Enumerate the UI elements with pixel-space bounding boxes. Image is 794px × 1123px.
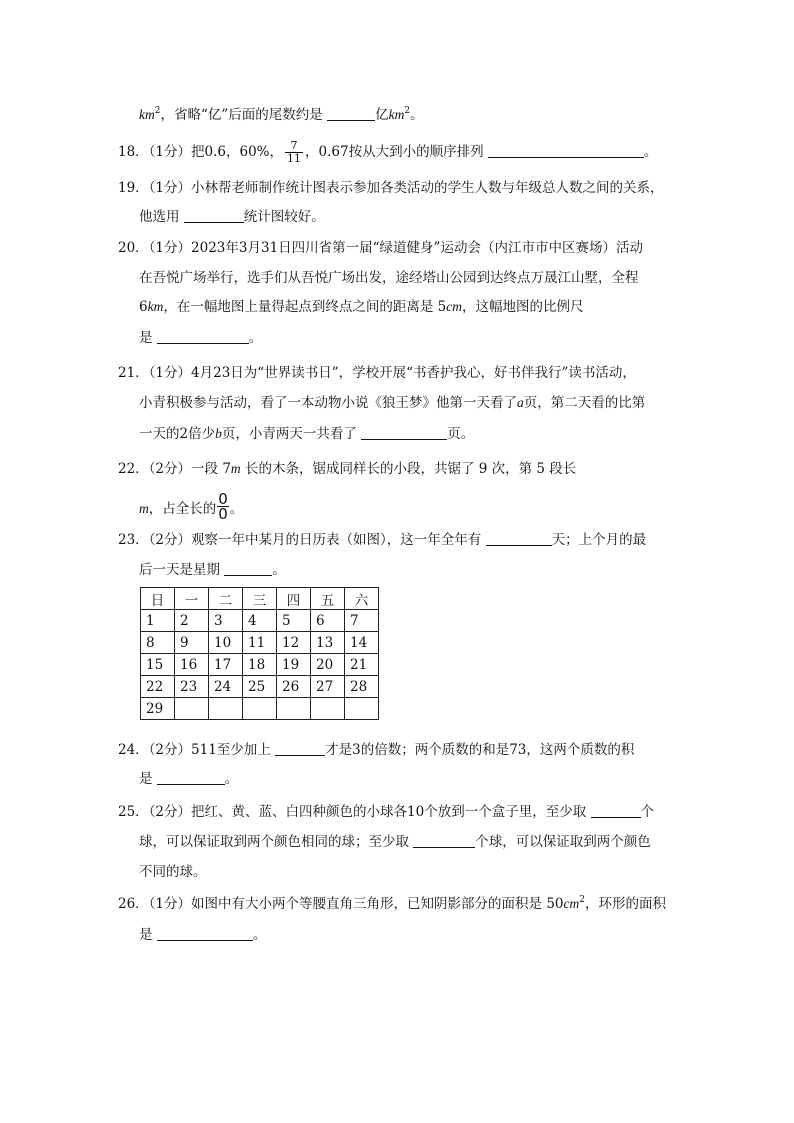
q25-line1 [118,802,654,822]
calendar-day-cell: 3 [209,610,243,632]
q19-text-2: 他选用 [139,209,180,225]
calendar-day-cell: 22 [141,676,175,698]
q20-line1 [118,238,643,258]
q24-answer-blank-1[interactable] [275,741,325,756]
q24-score: （2分） [148,742,192,758]
q21-variable-a: a [517,395,524,410]
calendar-table [140,587,379,720]
calendar-weekday-header: 一 [175,588,209,610]
q21-text-2: 小青积极参与活动，看了一本动物小说《狼王梦》他第一天看了 [139,395,517,411]
q23-number: 23． [118,532,149,548]
q18-number: 18． [118,144,149,160]
unit-square: 2 [404,106,411,116]
calendar-week-row [141,610,379,632]
unit-m: m [139,501,149,516]
q26-end: 。 [252,927,267,943]
q18-score: （1分） [148,144,192,160]
q25-text-2: 个 [640,804,655,820]
q25-text-3: 球，可以保证取到两个颜色相同的球；至少取 [139,834,409,850]
q18 [118,140,657,165]
unit-cm: cm [563,896,580,911]
q23-text: 观察一年中某月的日历表（如图），这一年全年有 [191,532,482,548]
q24-text-2: 才是3的倍数；两个质数的和是73，这两个质数的积 [325,742,635,758]
q25-number: 25． [118,804,149,820]
q25-text-4: 个球，可以保证取到两个颜色 [475,834,651,850]
calendar-day-cell: 4 [243,610,277,632]
fraction-numerator: 7 [285,140,303,153]
q21-line2 [139,393,645,413]
q18-fraction [285,140,303,165]
q20-score: （1分） [148,240,192,256]
calendar-day-cell: 19 [277,654,311,676]
calendar-day-cell [345,698,379,720]
calendar-week-row [141,698,379,720]
calendar-day-cell: 11 [243,632,277,654]
calendar-day-cell: 23 [175,676,209,698]
q24-text: 511至少加上 [191,742,271,758]
calendar-day-cell: 18 [243,654,277,676]
q18-answer-blank[interactable] [488,143,644,158]
calendar-day-cell: 9 [175,632,209,654]
q21-text-3: 页，第二天看的比第 [523,395,646,411]
q25-score: （2分） [148,804,192,820]
q26-text: 如图中有大小两个等腰直角三角形，已知阴影部分的面积是 50 [191,896,564,912]
calendar-day-cell: 6 [311,610,345,632]
calendar-weekday-header: 三 [243,588,277,610]
calendar-week-row [141,632,379,654]
calendar-day-cell [243,698,277,720]
calendar-day-cell: 10 [209,632,243,654]
calendar-day-cell: 8 [141,632,175,654]
unit-square: 2 [579,895,585,905]
q22-number: 22． [118,461,149,477]
calendar-day-cell: 5 [277,610,311,632]
q17-answer-blank[interactable] [327,106,375,121]
q20-text-5: 是 [139,330,153,346]
unit-cm: cm [446,299,462,314]
q18-text: 把0.6，60%， [191,144,284,160]
q21-text-4: 一天的2倍少 [139,426,216,442]
q21-line1 [118,363,636,383]
q18-end: 。 [643,144,658,160]
q20-text-4: ，这幅地图的比例尺 [461,299,584,315]
q22-end: 。 [229,501,244,517]
calendar-day-cell: 20 [311,654,345,676]
calendar-day-cell: 14 [345,632,379,654]
q17-unit-yi: 亿 [375,107,389,123]
calendar-day-cell: 1 [141,610,175,632]
q25-line2 [139,832,651,852]
q23-answer-blank-1[interactable] [486,531,552,546]
q20-number: 20． [118,240,149,256]
q25-text-5: 不同的球。 [139,864,207,880]
q22-line1 [118,459,576,479]
calendar-day-cell: 29 [141,698,175,720]
unit-square: 2 [154,106,161,116]
q22-text: 一段 7 [191,461,231,477]
q22-text-2: 长的木条，锯成同样长的小段，共锯了 9 次，第 5 段长 [240,461,577,477]
q23-line2 [139,560,286,580]
q17-continuation: $km^2$，省略“亿”后面的尾数约是 亿$km^2$。 [139,106,424,123]
calendar-day-cell: 26 [277,676,311,698]
q21-score: （1分） [148,365,192,381]
calendar-weekday-header: 四 [277,588,311,610]
q25-answer-blank-2[interactable] [413,833,475,848]
calendar-header-row [141,588,379,610]
calendar-weekday-header: 二 [209,588,243,610]
q21-answer-blank[interactable] [361,425,447,440]
calendar-day-cell: 12 [277,632,311,654]
q18-text-2: ，0.67按从大到小的顺序排列 [305,144,484,160]
q24-line1 [118,740,634,760]
q20-line4 [139,328,262,348]
q19-line2 [139,207,325,227]
q26-line1 [118,894,666,914]
unit-km: km [139,107,155,122]
q23-end: 。 [272,562,286,578]
q19-text: 小林帮老师制作统计图表示参加各类活动的学生人数与年级总人数之间的关系， [191,180,664,196]
calendar-weekday-header: 日 [141,588,175,610]
q20-answer-blank[interactable] [157,329,249,344]
q21-text-6: 页。 [447,426,475,442]
q26-text-2: ，环形的面积 [584,896,666,912]
calendar-day-cell: 16 [175,654,209,676]
q24-text-3: 是 [139,771,153,787]
calendar-day-cell: 2 [175,610,209,632]
calendar-day-cell [175,698,209,720]
calendar-day-cell: 13 [311,632,345,654]
calendar-day-cell [277,698,311,720]
q22-line2 [139,492,243,521]
calendar-week-row [141,654,379,676]
calendar-day-cell: 15 [141,654,175,676]
calendar-day-cell: 27 [311,676,345,698]
q25-line3 [139,862,207,882]
q22-fraction-placeholder[interactable] [217,492,229,521]
q21-text-5: 页，小青两天一共看了 [221,426,357,442]
q23-text-2: 天；上个月的最 [551,532,647,548]
q20-end: 。 [248,330,263,346]
q19-number: 19． [118,180,149,196]
fraction-numerator: 0 [218,490,228,508]
calendar-day-cell: 25 [243,676,277,698]
q20-text: 2023年3月31日四川省第一届“绿道健身”运动会（内江市市中区赛场）活动 [191,240,643,256]
fraction-denominator: 11 [287,152,302,165]
q22-text-3: ，占全长的 [148,501,217,517]
calendar-day-cell [311,698,345,720]
q19-answer-blank[interactable] [184,208,244,223]
q21-variable-b: b [215,426,222,441]
calendar-day-cell: 28 [345,676,379,698]
q20-text-3: ，在一幅地图上量得起点到终点之间的距离是 5 [163,299,447,315]
calendar-weekday-header: 六 [345,588,379,610]
calendar-day-cell: 24 [209,676,243,698]
calendar-day-cell [209,698,243,720]
q26-number: 26． [118,896,149,912]
q21-text: 4月23日为“世界读书日”，学校开展“书香护我心，好书伴我行”读书活动， [191,365,636,381]
q20-text-2: 在吾悦广场举行，选手们从吾悦广场出发，途经塔山公园到达终点万晟江山墅，全程 [139,270,639,286]
q25-answer-blank-1[interactable] [591,803,641,818]
calendar-weekday-header: 五 [311,588,345,610]
calendar-week-row [141,676,379,698]
fraction-denominator: 0 [218,505,228,523]
q20-value: 6 [139,299,148,315]
q24-line2 [139,769,238,789]
q23-score: （2分） [148,532,192,548]
q23-answer-blank-2[interactable] [224,561,272,576]
q24-end: 。 [224,771,239,787]
q19-text-3: 统计图较好。 [243,209,325,225]
q26-score: （1分） [148,896,192,912]
q26-line2 [139,925,266,945]
q21-line3 [139,424,474,444]
q21-number: 21． [118,365,149,381]
q25-text: 把红、黄、蓝、白四种颜色的小球各10个放到一个盒子里，至少取 [191,804,587,820]
q23-line1 [118,530,646,550]
q24-answer-blank-2[interactable] [157,770,225,785]
unit-km: km [147,299,164,314]
calendar-day-cell: 7 [345,610,379,632]
q26-answer-blank[interactable] [157,926,253,941]
unit-km: km [388,107,405,122]
q20-line2 [139,268,639,288]
calendar-day-cell: 17 [209,654,243,676]
q17-text: ，省略“亿”后面的尾数约是 [160,107,323,123]
q19-line1 [118,178,664,198]
q20-line3 [139,297,583,317]
unit-m: m [230,461,241,476]
q19-score: （1分） [148,180,192,196]
q24-number: 24． [118,742,149,758]
q26-text-3: 是 [139,927,153,943]
q22-score: （2分） [148,461,192,477]
q23-text-3: 后一天是星期 [139,562,220,578]
calendar-day-cell: 21 [345,654,379,676]
